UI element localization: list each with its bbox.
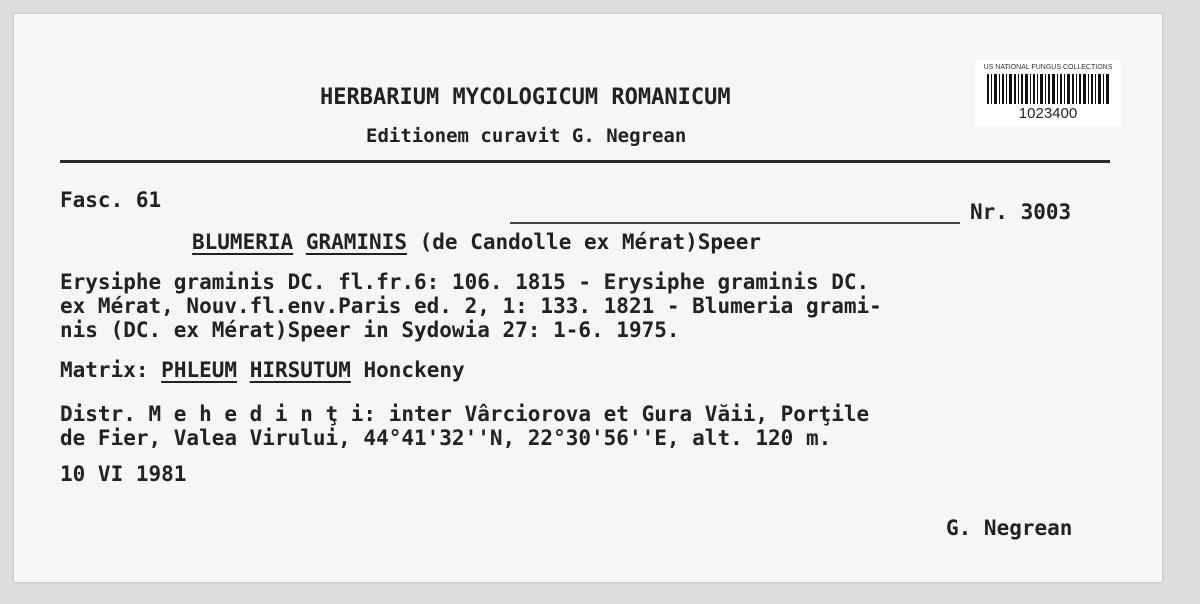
header-rule	[60, 160, 1110, 163]
synonymy-line-1: Erysiphe graminis DC. fl.fr.6: 106. 1815 - Erysiphe graminis DC.	[60, 270, 870, 294]
distribution-line-2: de Fier, Valea Virului, 44°41'32''N, 22°30'56''E, alt. 120 m.	[60, 426, 832, 450]
editor-line: Editionem curavit G. Negrean	[366, 125, 687, 147]
barcode-collection-name: US NATIONAL FUNGUS COLLECTIONS	[983, 64, 1113, 71]
synonymy-line-2: ex Mérat, Nouv.fl.env.Paris ed. 2, 1: 133. 1821 - Blumeria grami-	[60, 294, 882, 318]
matrix-label: Matrix:	[60, 358, 149, 382]
synonymy-line-3: nis (DC. ex Mérat)Speer in Sydowia 27: 1-6. 1975.	[60, 318, 680, 342]
matrix-author: Honckeny	[363, 358, 465, 382]
collector-name: G. Negrean	[946, 516, 1073, 540]
matrix-species: HIRSUTUM	[249, 358, 351, 382]
barcode-number: 1023400	[1018, 105, 1078, 122]
taxon-name	[192, 230, 761, 254]
barcode-sticker	[975, 60, 1121, 126]
taxon-author: (de Candolle ex Mérat)Speer	[419, 230, 761, 254]
taxon-species: GRAMINIS	[305, 230, 407, 254]
fascicle: Fasc. 61	[60, 188, 162, 212]
taxon-genus: BLUMERIA	[192, 230, 294, 254]
fascicle-rule	[510, 222, 960, 224]
label-title: HERBARIUM MYCOLOGICUM ROMANICUM	[320, 85, 731, 110]
collection-date: 10 VI 1981	[60, 462, 187, 486]
herbarium-label	[14, 14, 1162, 582]
matrix-line	[60, 358, 465, 382]
matrix-genus: PHLEUM	[161, 358, 238, 382]
barcode-bars	[987, 74, 1109, 104]
distribution-line-1: Distr. M e h e d i n ţ i: inter Vârciorova et Gura Văii, Porţile	[60, 402, 870, 426]
specimen-number: Nr. 3003	[970, 200, 1072, 224]
